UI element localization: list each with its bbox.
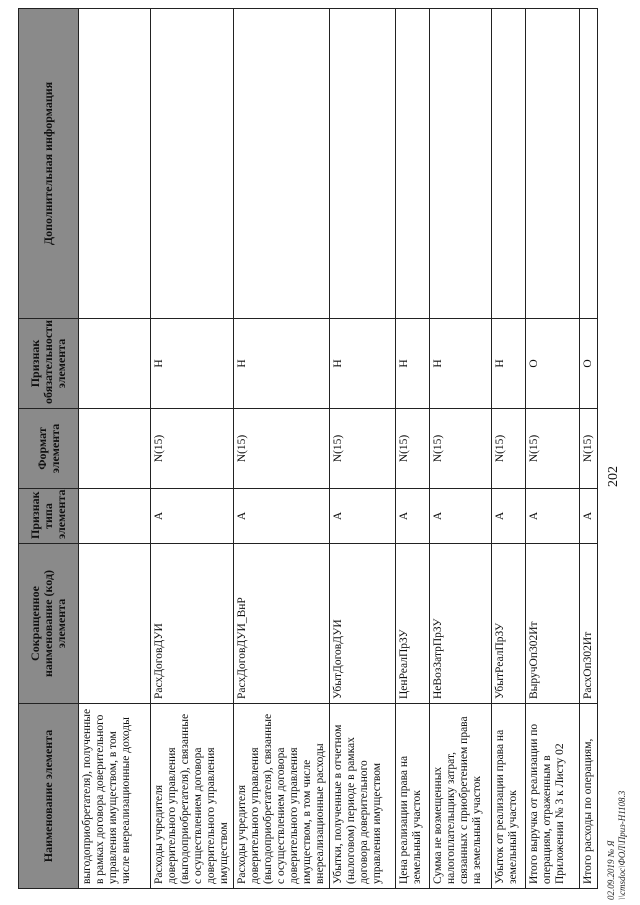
cell-code: РасхДоговДУИ_ВнР [234, 544, 330, 704]
cell-format: N(15) [151, 409, 234, 489]
cell-type: А [492, 489, 526, 544]
cell-info [79, 9, 151, 319]
cell-required: Н [396, 319, 430, 409]
table-row [396, 9, 430, 889]
cell-required: О [580, 319, 598, 409]
cell-code: НеВозЗатрПрЗУ [430, 544, 492, 704]
table-row [79, 9, 151, 889]
footer [606, 791, 628, 900]
cell-code: ЦенРеалПрЗУ [396, 544, 430, 704]
cell-type: А [430, 489, 492, 544]
header-code: Сокращенное наименование (код) элемента [19, 544, 79, 704]
cell-type: А [330, 489, 396, 544]
table-row [492, 9, 526, 889]
cell-code: УбытДоговДУИ [330, 544, 396, 704]
cell-code: РасхДоговДУИ [151, 544, 234, 704]
table-row [151, 9, 234, 889]
rotated-page [0, 5, 640, 905]
cell-required: Н [430, 319, 492, 409]
cell-name: Итого расходы по операциям, [580, 704, 598, 889]
cell-format: N(15) [234, 409, 330, 489]
cell-format: N(15) [492, 409, 526, 489]
cell-required: О [526, 319, 580, 409]
header-row [19, 9, 79, 889]
cell-type: А [151, 489, 234, 544]
cell-required: Н [151, 319, 234, 409]
cell-info [396, 9, 430, 319]
cell-name: Сумма не возмещенных налогоплательщику затрат, связанных с приобретением права на земельный участок [430, 704, 492, 889]
header-type: Признак типа элемента [19, 489, 79, 544]
cell-required: Н [492, 319, 526, 409]
cell-format: N(15) [396, 409, 430, 489]
cell-format: N(15) [330, 409, 396, 489]
table-row [580, 9, 598, 889]
cell-format: N(15) [430, 409, 492, 489]
table-row [526, 9, 580, 889]
cell-info [492, 9, 526, 319]
cell-type: А [396, 489, 430, 544]
header-required: Признак обязательности элемента [19, 319, 79, 409]
cell-format: N(15) [580, 409, 598, 489]
cell-type: А [580, 489, 598, 544]
cell-name: выгодоприобретателя), полученные в рамках договора доверительного управления имуществом, в том числе внереализационные доходы [79, 704, 151, 889]
cell-name: Расходы учредителя доверительного управления (выгодоприобретателя), связанные с осуществлением договора доверительного управления имуществом, в том числе внереализационные расходы [234, 704, 330, 889]
page-number: 202 [606, 466, 621, 487]
cell-code: УбытРеалПрЗУ [492, 544, 526, 704]
cell-info [526, 9, 580, 319]
footer-line-2: \\cmsdoc\ФОЛ\Приз-Н1108.3 [617, 790, 627, 900]
footer-line-1: 02.09.2019 № Я [606, 840, 616, 900]
cell-name: Убытки, полученные в отчетном (налоговом) периоде в рамках договора доверительного управления имуществом [330, 704, 396, 889]
table-row [234, 9, 330, 889]
cell-required: Н [234, 319, 330, 409]
cell-type: А [234, 489, 330, 544]
cell-info [234, 9, 330, 319]
header-name: Наименование элемента [19, 704, 79, 889]
cell-info [330, 9, 396, 319]
table-row [330, 9, 396, 889]
cell-format: N(15) [526, 409, 580, 489]
cell-code [79, 544, 151, 704]
cell-code: ВыручОп302Ит [526, 544, 580, 704]
cell-name: Цена реализации права на земельный участок [396, 704, 430, 889]
cell-info [430, 9, 492, 319]
cell-name: Убыток от реализации права на земельный участок [492, 704, 526, 889]
cell-required: Н [330, 319, 396, 409]
cell-info [580, 9, 598, 319]
cell-format [79, 409, 151, 489]
cell-info [151, 9, 234, 319]
cell-type: А [526, 489, 580, 544]
table-row [430, 9, 492, 889]
cell-name: Расходы учредителя доверительного управления (выгодоприобретателя), связанные с осуществлением договора доверительного управления имуществом [151, 704, 234, 889]
cell-name: Итого выручка от реализации по операциям, отраженным в Приложении № 3 к Листу 02 [526, 704, 580, 889]
elements-table [18, 8, 598, 889]
header-info: Дополнительная информация [19, 9, 79, 319]
header-format: Формат элемента [19, 409, 79, 489]
cell-required [79, 319, 151, 409]
cell-type [79, 489, 151, 544]
cell-code: РасхОп302Ит [580, 544, 598, 704]
